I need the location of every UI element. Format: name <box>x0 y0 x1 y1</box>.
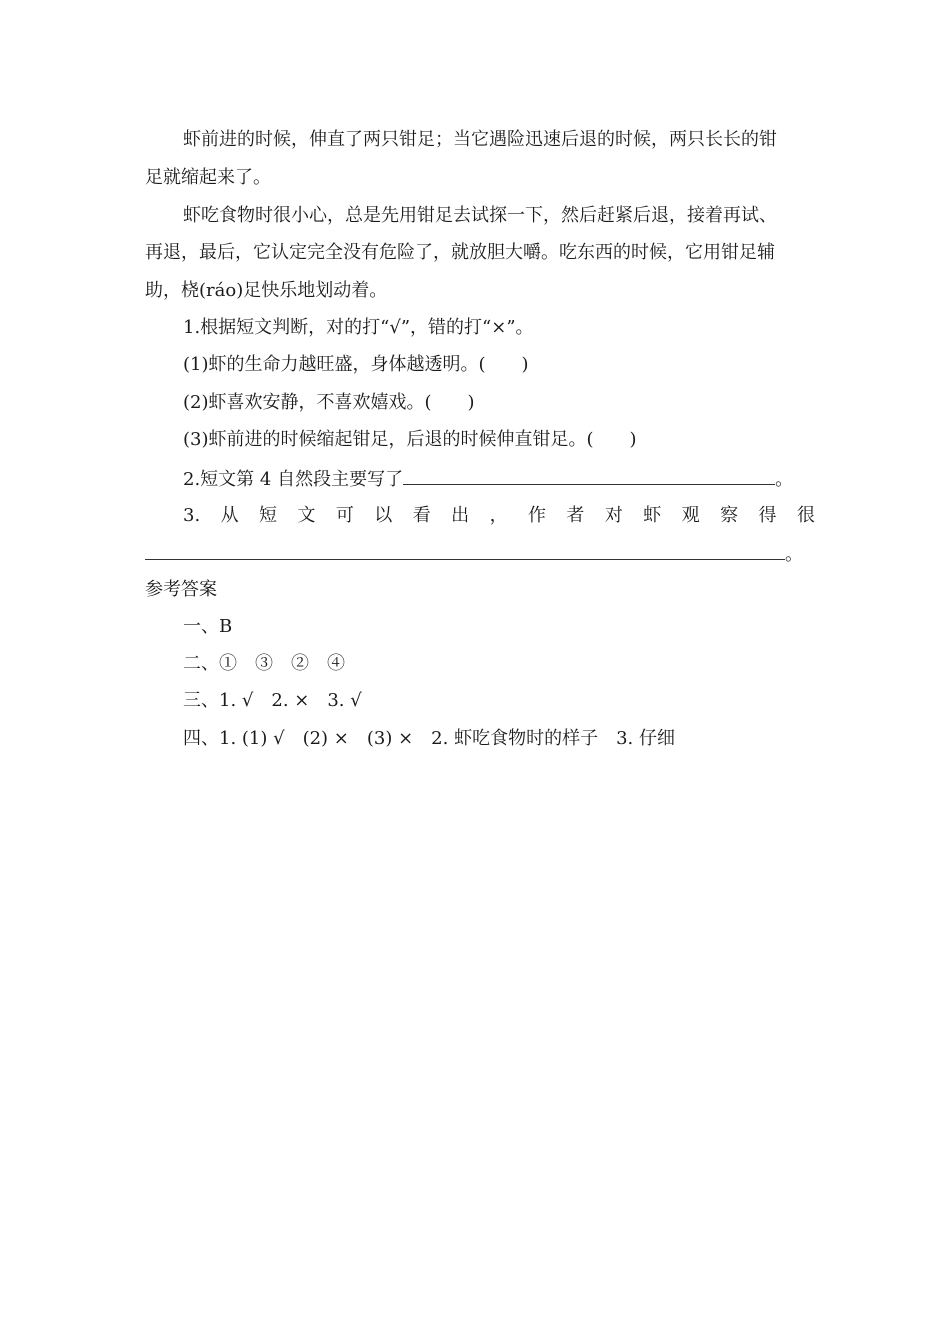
question-3-char: 3. <box>183 505 201 526</box>
question-3-char: 从 <box>220 505 239 526</box>
answer-section-3: 三、1. √ 2. × 3. √ <box>183 690 362 711</box>
answer-section-4: 四、1. (1) √ (2) × (3) × 2. 虾吃食物时的样子 3. 仔细 <box>183 728 675 749</box>
question-3-char: 短 <box>259 505 278 526</box>
question-3-char: 观 <box>681 505 700 526</box>
paragraph-4-line-2: 再退，最后，它认定完全没有危险了，就放胆大嚼。吃东西的时候，它用钳足辅 <box>145 242 775 263</box>
question-3-char: 可 <box>335 505 354 526</box>
paragraph-3-line-1: 虾前进的时候，伸直了两只钳足；当它遇险迅速后退的时候，两只长长的钳 <box>183 129 777 150</box>
answer-key-title: 参考答案 <box>145 579 217 600</box>
question-2-answer-blank[interactable] <box>403 466 775 485</box>
question-2-end: 。 <box>775 469 794 490</box>
question-1-item-3: (3)虾前进的时候缩起钳足，后退的时候伸直钳足。( ) <box>183 429 637 450</box>
question-3-answer-blank[interactable] <box>145 541 785 560</box>
question-3-char: 虾 <box>643 505 662 526</box>
paragraph-4-line-1: 虾吃食物时很小心，总是先用钳足去试探一下，然后赶紧后退，接着再试、 <box>183 205 777 226</box>
answer-section-1: 一、B <box>183 616 233 637</box>
paragraph-4-line-3: 助，桡(ráo)足快乐地划动着。 <box>145 280 388 301</box>
question-3-end: 。 <box>785 544 803 565</box>
question-1-prompt: 1.根据短文判断，对的打“√”，错的打“×”。 <box>183 317 534 338</box>
question-1-item-2: (2)虾喜欢安静，不喜欢嬉戏。( ) <box>183 392 475 413</box>
question-3-line-2 <box>145 541 815 567</box>
question-3-char: 对 <box>604 505 623 526</box>
question-3-char: 察 <box>720 505 739 526</box>
question-3-line-1 <box>183 504 815 528</box>
answer-section-2: 二、① ③ ② ④ <box>183 653 345 674</box>
question-2-text: 2.短文第 4 自然段主要写了 <box>183 469 404 490</box>
question-3-char: 得 <box>758 505 777 526</box>
question-3-char: 很 <box>796 505 815 526</box>
question-3-char: 文 <box>297 505 316 526</box>
question-3-char: 看 <box>412 505 431 526</box>
question-3-char: 者 <box>566 505 585 526</box>
paragraph-3-line-2: 足就缩起来了。 <box>145 167 271 188</box>
question-3-char: 作 <box>527 505 546 526</box>
question-3-char: 出 <box>451 505 470 526</box>
question-3-char: ， <box>489 505 508 526</box>
question-3-char: 以 <box>374 505 393 526</box>
question-1-item-1: (1)虾的生命力越旺盛，身体越透明。( ) <box>183 354 529 375</box>
question-2 <box>183 466 815 492</box>
